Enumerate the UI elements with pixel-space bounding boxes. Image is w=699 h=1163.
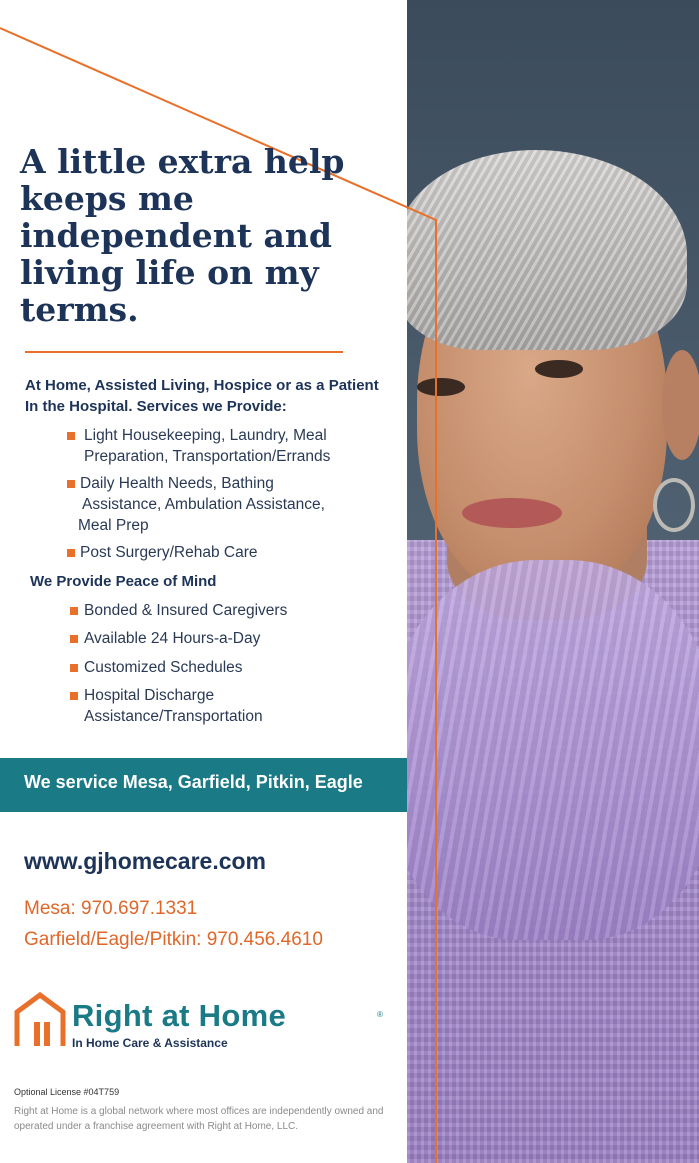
eye-right <box>535 360 583 378</box>
headline-divider <box>25 351 343 353</box>
bullet-square-icon <box>70 664 78 672</box>
bullet-square-icon <box>67 432 75 440</box>
logo-tagline: In Home Care & Assistance <box>72 1036 228 1050</box>
logo-wordmark: Right at Home <box>72 998 287 1033</box>
peace-item-4: Hospital Discharge Assistance/Transportation <box>84 687 263 725</box>
service-item-3: Post Surgery/Rehab Care <box>80 544 258 561</box>
headline: A little extra help keeps me independent and living life on my terms. <box>20 142 345 329</box>
eye-left <box>417 378 465 396</box>
service-item-2: Daily Health Needs, Bathing Assistance, Ambulation Assistance, Meal Prep <box>78 475 325 534</box>
turtleneck-collar <box>407 560 699 940</box>
peace-item-2: Available 24 Hours-a-Day <box>84 630 261 647</box>
website-link[interactable]: www.gjhomecare.com <box>24 848 266 874</box>
ear <box>662 350 699 460</box>
bullet-square-icon <box>70 607 78 615</box>
phone-garfield-eagle-pitkin[interactable]: Garfield/Eagle/Pitkin: 970.456.4610 <box>24 929 323 950</box>
service-area-text: We service Mesa, Garfield, Pitkin, Eagle <box>24 772 363 792</box>
hair <box>407 150 687 350</box>
franchise-disclaimer: Right at Home is a global network where most offices are independently owned and operated under a franchise agreement with Right at Home, LLC. <box>14 1106 384 1132</box>
services-intro: At Home, Assisted Living, Hospice or as a Patient In the Hospital. Services we Provide: <box>25 377 379 415</box>
registered-mark: ® <box>377 1010 383 1019</box>
lips <box>462 498 562 528</box>
service-area-banner <box>0 758 407 812</box>
woman-portrait-photo <box>407 0 699 1163</box>
bullet-square-icon <box>67 549 75 557</box>
peace-item-3: Customized Schedules <box>84 659 243 676</box>
bullet-square-icon <box>70 692 78 700</box>
bullet-square-icon <box>70 635 78 643</box>
peace-heading: We Provide Peace of Mind <box>30 573 217 590</box>
license-number: Optional License #04T759 <box>14 1087 120 1097</box>
earring <box>653 478 695 532</box>
peace-item-1: Bonded & Insured Caregivers <box>84 602 288 619</box>
phone-mesa[interactable]: Mesa: 970.697.1331 <box>24 898 198 919</box>
house-logo-icon <box>14 992 66 1048</box>
bullet-square-icon <box>67 480 75 488</box>
service-item-1: Light Housekeeping, Laundry, Meal Preparation, Transportation/Errands <box>84 427 331 465</box>
